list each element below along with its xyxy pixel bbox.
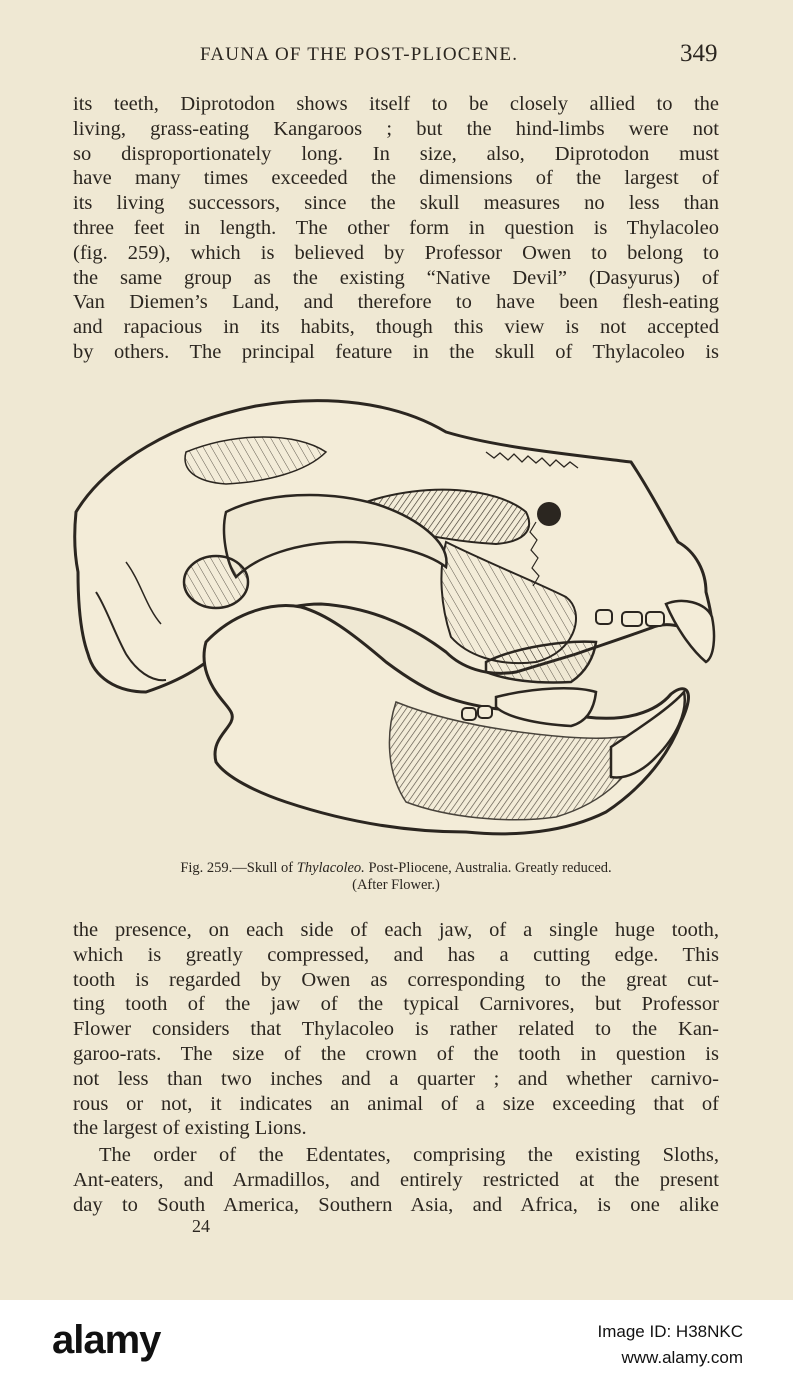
paragraph-1 <box>73 92 719 365</box>
caption-suffix: Post-Pliocene, Australia. Greatly reduced. <box>364 860 612 876</box>
text-line: The order of the Edentates, comprising the existing Sloths, <box>99 1144 719 1166</box>
text-line: which is greatly compressed, and has a cutting edge. This <box>73 943 719 966</box>
text-line: the presence, on each side of each jaw, of a single huge tooth, <box>73 919 719 941</box>
caption-taxon: Thylacoleo. <box>296 860 365 876</box>
text-line: have many times exceeded the dimensions of the largest of <box>73 167 719 190</box>
text-line: garoo-rats. The size of the crown of the tooth in question is <box>73 1042 719 1065</box>
text-line: Flower considers that Thylacoleo is rather related to the Kan- <box>73 1018 719 1041</box>
text-line: so disproportionately long. In size, also, Diprotodon must <box>73 142 719 165</box>
figure-caption <box>73 860 719 894</box>
stock-url: www.alamy.com <box>621 1348 743 1367</box>
text-line: tooth is regarded by Owen as corresponding to the great cut- <box>73 968 719 991</box>
paragraph-2 <box>73 918 719 1141</box>
text-line: living, grass-eating Kangaroos ; but the hind-limbs were not <box>73 117 719 140</box>
text-line: its living successors, since the skull measures no less than <box>73 192 719 215</box>
text-line: the same group as the existing “Native Devil” (Dasyurus) of <box>73 266 719 289</box>
text-line: by others. The principal feature in the skull of Thylacoleo is <box>73 340 719 363</box>
text-line: Van Diemen’s Land, and therefore to have been flesh-eating <box>73 291 719 314</box>
text-line: Ant-eaters, and Armadillos, and entirely restricted at the present <box>73 1168 719 1191</box>
image-id: Image ID: H38NKC <box>597 1322 743 1341</box>
running-head <box>0 40 793 74</box>
text-line: rous or not, it indicates an animal of a size exceeding that of <box>73 1092 719 1115</box>
caption-prefix: Fig. 259.—Skull of <box>180 860 297 876</box>
text-line: and rapacious in its habits, though this view is not accepted <box>73 316 719 339</box>
text-line: the largest of existing Lions. <box>73 1117 307 1140</box>
signature-mark: 24 <box>192 1216 210 1236</box>
running-title: FAUNA OF THE POST-PLIOCENE. <box>200 44 519 65</box>
text-line: (fig. 259), which is believed by Professor Owen to belong to <box>73 241 719 264</box>
skull-illustration <box>66 392 721 844</box>
text-line: not less than two inches and a quarter ; and whether carnivo- <box>73 1067 719 1090</box>
text-line: its teeth, Diprotodon shows itself to be closely allied to the <box>73 93 719 115</box>
caption-line-2: (After Flower.) <box>352 877 440 893</box>
text-line: three feet in length. The other form in question is Thylacoleo <box>73 216 719 239</box>
page-number: 349 <box>680 40 718 67</box>
text-line: ting tooth of the jaw of the typical Carnivores, but Professor <box>73 993 719 1016</box>
paragraph-3 <box>73 1143 719 1217</box>
alamy-logo: alamy <box>52 1318 161 1362</box>
text-line: day to South America, Southern Asia, and Africa, is one alike <box>73 1193 719 1216</box>
caption-line-1 <box>73 860 719 877</box>
